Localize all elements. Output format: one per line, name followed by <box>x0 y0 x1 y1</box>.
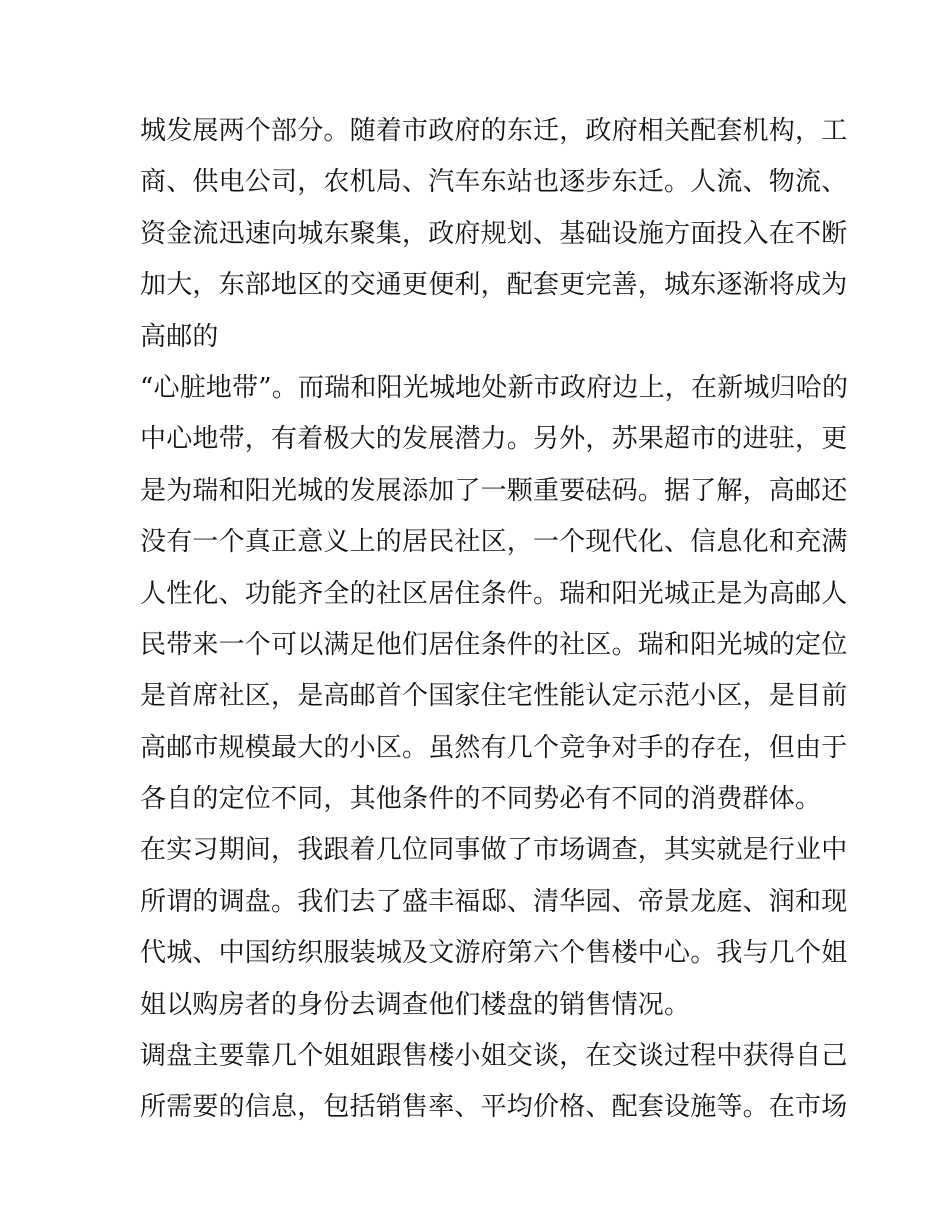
text-line: 是为瑞和阳光城的发展添加了一颗重要砝码。据了解，高邮还 <box>140 475 848 506</box>
text-line: 城发展两个部分。随着市政府的东迁，政府相关配套机构，工 <box>140 116 848 146</box>
text-line: 高邮的 <box>140 321 219 352</box>
text-line: 资金流迅速向城东聚集，政府规划、基础设施方面投入在不断 <box>140 218 848 249</box>
text-line: 所需要的信息，包括销售率、平均价格、配套设施等。在市场 <box>140 1092 848 1123</box>
text-line: 民带来一个可以满足他们居住条件的社区。瑞和阳光城的定位 <box>140 629 848 660</box>
text-line: 商、供电公司，农机局、汽车东站也逐步东迁。人流、物流、 <box>140 167 848 198</box>
text-line: 是首席社区，是高邮首个国家住宅性能认定示范小区，是目前 <box>140 681 848 712</box>
text-line: 调盘主要靠几个姐姐跟售楼小姐交谈，在交谈过程中获得自己 <box>140 1041 848 1072</box>
text-line: 各自的定位不同，其他条件的不同势必有不同的消费群体。 <box>140 784 822 815</box>
document-body-text <box>140 106 849 1134</box>
text-line: 代城、中国纺织服装城及文游府第六个售楼中心。我与几个姐 <box>140 938 848 969</box>
text-line: 所谓的调盘。我们去了盛丰福邸、清华园、帝景龙庭、润和现 <box>140 886 848 917</box>
text-line: 姐以购房者的身份去调查他们楼盘的销售情况。 <box>140 989 691 1020</box>
text-line: 在实习期间，我跟着几位同事做了市场调查，其实就是行业中 <box>140 835 848 866</box>
text-line: 高邮市规模最大的小区。虽然有几个竞争对手的存在，但由于 <box>140 732 848 763</box>
text-line: 没有一个真正意义上的居民社区，一个现代化、信息化和充满 <box>140 527 848 558</box>
text-line: 中心地带，有着极大的发展潜力。另外，苏果超市的进驻，更 <box>140 424 848 455</box>
text-line: 加大，东部地区的交通更便利，配套更完善，城东逐渐将成为 <box>140 270 848 301</box>
text-line: “心脏地带”。而瑞和阳光城地处新市政府边上，在新城归哈的 <box>140 372 849 403</box>
text-line: 人性化、功能齐全的社区居住条件。瑞和阳光城正是为高邮人 <box>140 578 848 609</box>
